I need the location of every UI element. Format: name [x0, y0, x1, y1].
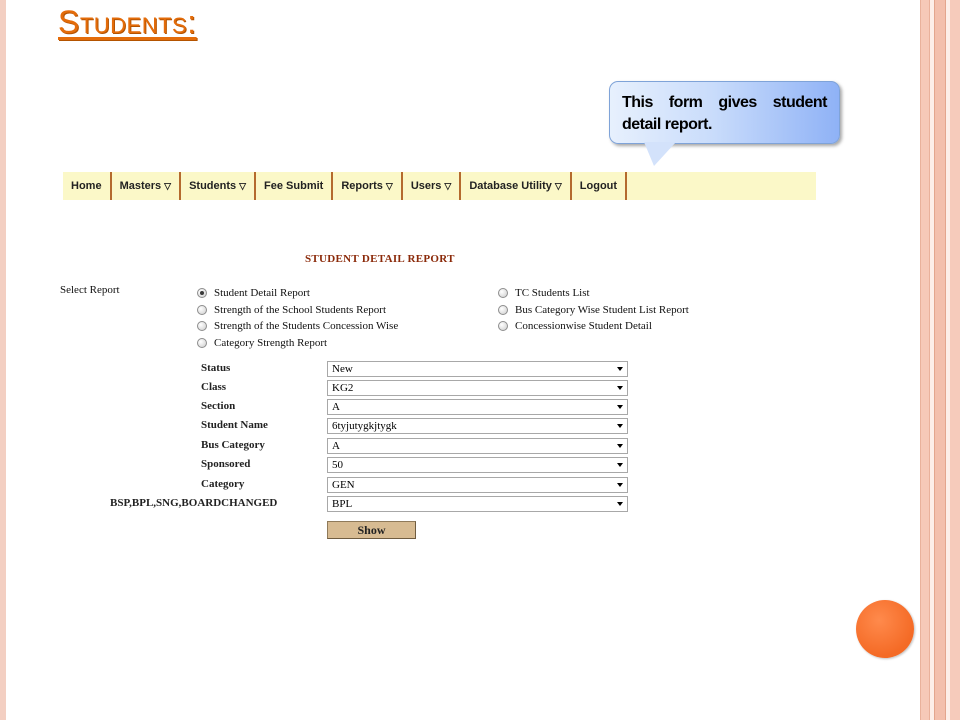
decorative-circle [856, 600, 914, 658]
nav-item-fee-submit[interactable]: Fee Submit [256, 172, 333, 200]
report-option-label: Student Detail Report [214, 287, 310, 299]
chevron-down-icon: ▽ [239, 181, 247, 191]
field-select[interactable] [327, 361, 628, 377]
caret-down-icon [617, 405, 623, 409]
report-option-label: Bus Category Wise Student List Report [515, 304, 689, 316]
field-select[interactable] [327, 380, 628, 396]
chevron-down-icon: ▽ [554, 181, 562, 191]
chevron-down-icon: ▽ [385, 181, 393, 191]
field-select-value: BPL [332, 498, 353, 510]
nav-item-users[interactable]: Users ▽ [403, 172, 462, 200]
report-heading: STUDENT DETAIL REPORT [305, 253, 455, 265]
radio-button[interactable] [197, 288, 207, 298]
caret-down-icon [617, 502, 623, 506]
report-option[interactable] [498, 304, 689, 316]
select-report-label: Select Report [60, 284, 120, 296]
field-label: BSP,BPL,SNG,BOARDCHANGED [110, 497, 278, 509]
caret-down-icon [617, 483, 623, 487]
field-select[interactable] [327, 457, 628, 473]
report-option-label: Strength of the School Students Report [214, 304, 387, 316]
show-button[interactable]: Show [327, 521, 416, 539]
chevron-down-icon: ▽ [444, 181, 452, 191]
radio-button[interactable] [197, 338, 207, 348]
nav-item-masters[interactable]: Masters ▽ [112, 172, 182, 200]
field-select-value: GEN [332, 479, 355, 491]
slide-border-left [0, 0, 6, 720]
nav-item-database-utility[interactable]: Database Utility ▽ [461, 172, 571, 200]
field-select-value: KG2 [332, 382, 354, 394]
field-label: Student Name [201, 419, 268, 431]
report-option-label: Concessionwise Student Detail [515, 320, 652, 332]
report-option[interactable] [197, 337, 327, 349]
report-option[interactable] [498, 287, 590, 299]
nav-item-reports[interactable]: Reports ▽ [333, 172, 402, 200]
report-option[interactable] [197, 287, 310, 299]
field-label: Section [201, 400, 236, 412]
report-option-label: Strength of the Students Concession Wise [214, 320, 399, 332]
radio-button[interactable] [498, 321, 508, 331]
field-select-value: 50 [332, 459, 343, 471]
field-select-value: 6tyjutygkjtygk [332, 420, 397, 432]
field-label: Bus Category [201, 439, 265, 451]
field-select[interactable] [327, 418, 628, 434]
field-label: Status [201, 362, 231, 374]
field-select[interactable] [327, 399, 628, 415]
caret-down-icon [617, 444, 623, 448]
field-select[interactable] [327, 477, 628, 493]
report-option-label: TC Students List [515, 287, 590, 299]
chevron-down-icon: ▽ [164, 181, 172, 191]
caret-down-icon [617, 424, 623, 428]
nav-menu [63, 172, 816, 200]
field-select[interactable] [327, 438, 628, 454]
field-label: Sponsored [201, 458, 251, 470]
radio-button[interactable] [197, 305, 207, 315]
slide-title: Students: [58, 4, 197, 40]
radio-button[interactable] [197, 321, 207, 331]
slide-border-right [920, 0, 960, 720]
caret-down-icon [617, 386, 623, 390]
callout-box: This form gives student detail report. [609, 81, 840, 144]
nav-item-logout[interactable]: Logout [572, 172, 627, 200]
field-select[interactable] [327, 496, 628, 512]
caret-down-icon [617, 463, 623, 467]
field-select-value: New [332, 363, 353, 375]
field-select-value: A [332, 401, 340, 413]
caret-down-icon [617, 367, 623, 371]
report-option-label: Category Strength Report [214, 337, 328, 349]
report-option[interactable] [498, 320, 652, 332]
field-label: Category [201, 478, 245, 490]
nav-item-students[interactable]: Students ▽ [181, 172, 256, 200]
radio-button[interactable] [498, 305, 508, 315]
nav-item-home[interactable]: Home [63, 172, 112, 200]
report-option[interactable] [197, 320, 398, 332]
callout-tail [644, 142, 676, 166]
field-select-value: A [332, 440, 340, 452]
report-option[interactable] [197, 304, 386, 316]
radio-button[interactable] [498, 288, 508, 298]
field-label: Class [201, 381, 227, 393]
